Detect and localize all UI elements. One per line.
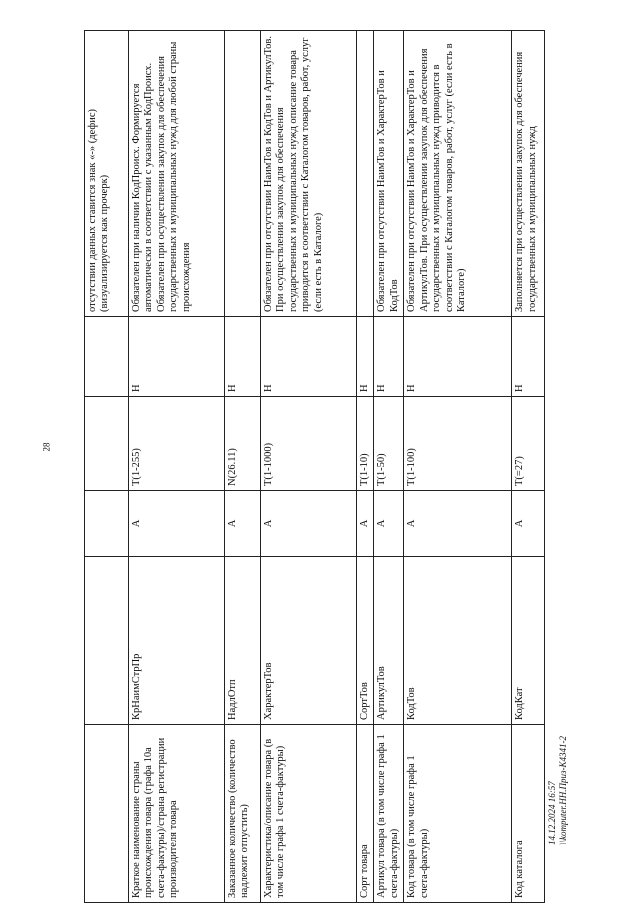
cell-name: [85, 725, 129, 903]
cell-note: [225, 31, 261, 317]
cell-name: Характеристика/описание товара (в том числе графа 1 счета-фактуры): [261, 725, 357, 903]
table-row: [261, 31, 357, 903]
cell-format: T(1-255): [129, 397, 225, 491]
cell-note: Заполняется при осуществлении закупок для обеспечения государственных и муниципальных нужд: [512, 31, 545, 317]
footer-stamp: [547, 736, 569, 845]
cell-note: Обязателен при отсутствии НаимТов и КодТов и АртикулТов. При осуществлении закупок для обеспечения государственных и муниципальных нужд описание товара приводится в соответствии с Каталогом товаров, работ, услуг (если есть в Каталоге): [261, 31, 357, 317]
cell-required: Н: [357, 317, 374, 397]
requirements-table: [84, 30, 545, 903]
cell-name: Сорт товара: [357, 725, 374, 903]
table-row: [129, 31, 225, 903]
cell-type: А: [129, 491, 225, 557]
cell-type: А: [404, 491, 512, 557]
cell-code: СортТов: [357, 557, 374, 725]
cell-required: Н: [225, 317, 261, 397]
cell-type: А: [357, 491, 374, 557]
footer-path: \\komputer.НН.Приз-К4341-2: [558, 736, 568, 845]
cell-name: Код товара (в том числе графа 1 счета-фактуры): [404, 725, 512, 903]
cell-type: А: [374, 491, 404, 557]
cell-code: ХарактерТов: [261, 557, 357, 725]
cell-required: Н: [512, 317, 545, 397]
cell-name: Код каталога: [512, 725, 545, 903]
rotated-table-area: [84, 31, 543, 903]
cell-required: [85, 317, 129, 397]
cell-code: КодТов: [404, 557, 512, 725]
cell-required: Н: [129, 317, 225, 397]
cell-name: Заказанное количество (количество надлежит отпустить): [225, 725, 261, 903]
cell-format: T(=27): [512, 397, 545, 491]
cell-format: T(1-50): [374, 397, 404, 491]
cell-type: [85, 491, 129, 557]
cell-note: Обязателен при отсутствии НаимТов и ХарактерТов и КодТов: [374, 31, 404, 317]
cell-note: отсутствии данных ставится знак «-» (дефис) (визуализируется как прочерк): [85, 31, 129, 317]
cell-name: Артикул товара (в том числе графа 1 счета-фактуры): [374, 725, 404, 903]
cell-format: T(1-10): [357, 397, 374, 491]
cell-code: АртикулТов: [374, 557, 404, 725]
cell-format: T(1-100): [404, 397, 512, 491]
cell-type: А: [261, 491, 357, 557]
cell-required: Н: [261, 317, 357, 397]
table-row: [357, 31, 374, 903]
cell-code: КрНаимСтрПр: [129, 557, 225, 725]
table-row: [512, 31, 545, 903]
cell-note: [357, 31, 374, 317]
table-row: [85, 31, 129, 903]
cell-required: Н: [374, 317, 404, 397]
cell-required: Н: [404, 317, 512, 397]
cell-format: [85, 397, 129, 491]
footer-timestamp: 14.12.2024 16:57: [547, 781, 557, 845]
cell-type: А: [512, 491, 545, 557]
table-row: [374, 31, 404, 903]
cell-code: [85, 557, 129, 725]
cell-code: НадлОтп: [225, 557, 261, 725]
cell-type: А: [225, 491, 261, 557]
cell-format: T(1-1000): [261, 397, 357, 491]
cell-name: Краткое наименование страны происхождения товара (графа 10а счета-фактуры)/страна регистрации производителя товара: [129, 725, 225, 903]
cell-note: Обязателен при наличии КодПроисх. Формируется автоматически в соответствии с указанным КодПроисх. Обязателен при осуществлении закупок для обеспечения государственных и муниципальных нужд для любой страны происхождения: [129, 31, 225, 317]
table-row: [225, 31, 261, 903]
table-row: [404, 31, 512, 903]
page-number: 28: [41, 442, 52, 452]
cell-note: Обязателен при отсутствии НаимТов и ХарактерТов и АртикулТов. При осуществлении закупок для обеспечения государственных и муниципальных нужд приводится в соответствии с Каталогом товаров, работ, услуг (если есть в Каталоге): [404, 31, 512, 317]
cell-format: N(26.11): [225, 397, 261, 491]
cell-code: КодКат: [512, 557, 545, 725]
